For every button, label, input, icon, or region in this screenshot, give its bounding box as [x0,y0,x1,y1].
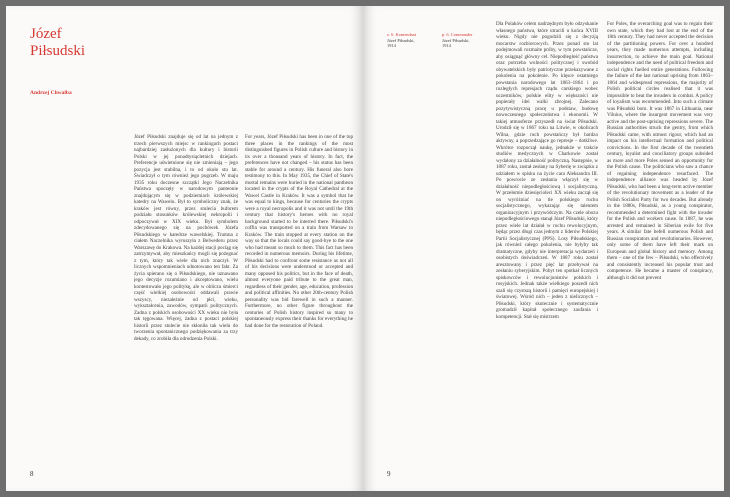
caption-en-name: Józef Piłsudski, [442,37,470,43]
caption-pl-year: 1914 [387,43,396,49]
image-caption-english [442,32,494,49]
right-page [363,6,724,491]
caption-en-year: 1914 [442,43,451,49]
title-first-name: Józef [30,26,62,42]
caption-pl-role: z. 6. Komendant [387,32,417,37]
english-body-text-right: For Poles, the overarching goal was to regain their own state, which they had lost at the end of the 18th century. They had never accepted the decision of the partitioning powers. For over a hundred years, they made numerous attempts, including insurrection, to achieve the main goal. National independence and the need of political freedom and social rights fuelled entire generations. Following the failure of the last national uprising from 1863–1864 and widespread repressions, the majority of Polish political circles realised that it was impossible to beat the invaders in combat. A policy of loyalism was recommended. Into such a climate was Piłsudski born. It was 1867 in Lithuania, near Vilnius, where the insurgent movement was very active and the post-uprising repressions severe. The Russian authorities struck the gentry, from which Piłsudski came, with utmost rigour, which had an impact on his intellectual formation and political convictions. In the first decade of the twentieth century, loyalist and conciliatory groups subsided as more and more Poles sensed an opportunity for the Polish cause. The politicians who saw a chance of regaining independence resurfaced. The independence alliance was headed by Józef Piłsudski, who had been a long-term active member of the revolutionary movement as a leader of the Polish Socialist Party for two decades. But already in the 1880s, Piłsudski, as a young conspirator, recommended a determined fight with the invader for the Polish and workers cause. In 1887, he was arrested and remained in Siberian exile for five years. A similar fate befell numerous Polish and Russian conspirators and revolutionaries. However, only some of them have left their mark on European and global history and memory. Among them – one of the few – Piłsudski, who effectively and consistently increased his popular trust and competence. He became a master of conspiracy, although it did not prevent [607,21,713,281]
left-page [6,6,363,491]
caption-pl-name: Józef Piłsudski, [387,37,415,43]
page-number-left: 8 [30,470,34,478]
english-body-text: For years, Józef Piłsudski has been in one of the top three places in the rankings of the most distinguished figures in Polish culture and history in its over a thousand years of history. In fact, the preferences have not changed – his status has been stable for around a century. His funeral also bore testimony to this. In May 1935, the Chief of State's mortal remains were buried in the national pantheon located in the crypts of the Royal Cathedral at the Wawel Castle in Kraków. It was a symbol that he was equal to kings, because for centuries the crypts were a royal necropolis and it was not until the 19th century that history's heroes with no royal background started to be interred there. Piłsudski's coffin was transported on a train from Warsaw to Kraków. The train stopped at every station on the way so that the locals could say good-bye to the one who had meant so much to them. This fact has been recorded in numerous memoirs. During his lifetime, Piłsudski had to confront some resistance as not all of his decisions were understood or accepted and many opposed his politics, but in the face of death, almost everyone paid tribute to the great man, regardless of their gender, age, education, profession and political affinities. No other 20th-century Polish personality was bid farewell in such a manner. Furthermore, no other figure throughout the centuries of Polish history inspired so many to spontaneously express their thanks for everything he had done for the restoration of Poland. [245,134,353,329]
polish-text-column-right [496,21,598,471]
chapter-title [30,26,85,60]
polish-body-text: Józef Piłsudski znajduje się od lat na jednym z trzech pierwszych miejsc w rankingach postaci najbardziej zasłużonych dla kultury i historii Polski w jej ponadtysiącletnich dziejach. Preferencje uświetnione się nie zmieniają – jego pozycja jest stabilna, i to od około stu lat. Świadczył o tym również jego pogrzeb. W maju 1935 roku doczesne szczątki Jego Naczelnika Państwa spoczęły w narodowym panteonie znajdującym się w podziemiach królewskiej katedry na Wawelu. Był to symboliczny znak, że kraków jest równy, przez stulecia buforem podziału stosunków królewskiej nekropolii i odpoczywał w XIX wieku. Był symbolem zdecydowanego się na pochówek Józefa Piłsudskiego w katedrze wawelskiej. Trumna z ciałem Naczelnika wyruszyła z Belwederu przez Warszawę do Krakowa. Na każdej stacji pociąg się zatrzymywał, aby mieszkańcy mogli się pożegnać z tym, który tak wiele dla nich znaczył. W licznych wspomnieniach odnotowano ten fakt. Za życia spierano się o Piłsudskiego, nie uznawano jego decyzje rozumiano i akceptowano, wielu kontestowało jego politykę, ale w obliczu śmierci część wielkiej osobowości oddawali prawie wszyscy, niezależnie od płci, wieku, wykształcenia, zawodów, sympatii politycznych. Zadna z polskich osobowości XX wieku nie była tak tęgowana. Więcej, żadna z postaci polskiej historii przez stulecie nie skłoniła tak wielu do tworzenia spontanicznego podziękowania za trzy dekady, co zrobiła dla odrodzenia Polski. [134,134,238,342]
polish-text-column [134,134,238,464]
title-last-name: Piłsudski [30,43,86,59]
page-number-right: 9 [387,470,391,478]
english-text-column [245,134,353,464]
caption-en-role: p. 6. Commander [442,32,473,37]
polish-body-text-right: Dla Polaków celem nadrzędnym było odzyskanie własnego państwa, które utracili u końca XVIII wieku. Nigdy nie pogodzili się z decyzją mocarstw rozbiorowych. Przez ponad sto lat podejmowali rozmaite próby, w tym powstańcze, aby osiągnąć główny cel. Niepodległość państwa oraz potrzeba wolności politycznej i swobód obywatelskich były patriotyczne przekazywane z pokolenia na pokolenie. Po klęsce ostatniego powstania narodowego lat 1863–1864 i po rozległych represjach rządu carskiego wobec uczestników, polskie elity w większości nie popierały idei walki zbrojnej. Zalecano pozytywistyczną pracę u podstaw, budowę nowoczesnego społeczeństwa i ekonomii. W takiej atmosferze przyszedł na świat Piłsudski. Urodził się w 1867 roku na Litwie, w okolicach Wilna, gdzie ruch powstańczy był bardzo aktywny, a poprzedzające go represje – dotkliwe. Wkrótce rozpoczął naukę, jednakże w trakcie studiów medycznych w Charkowie został wydalony za działalność polityczną. Następnie, w 1887 roku, został zesłany na Syberię w związku z udziałem w spisku na życie cara Aleksandra III. Po powrocie ze zesłania włączył się w działalność niepodległościową i socjalistyczną. W przełomie dziesięcioleci XX wieku zaczął się on wyróżniać na tle polskiego ruchu socjalistycznego, wykazując się talentem organizacyjnym i przywódczym. Na czele obozu niepodległościowego stanął Józef Piłsudski, który przez wiele lat działał w ruchu rewolucyjnym, będąc przez długi czas jednym z liderów Polskiej Partii Socjalistycznej (PPS). Losy Piłsudskiego, jak również całego pokolenia, nie byłyby tak dramatyczne, gdyby nie interpretacja wydarzeń i osobistych doświadczeń. W 1887 roku został aresztowany i przez pięć lat przebywał na zesłaniu syberyjskim. Pobyt ten spotkał licznych spiskowców i rewolucjonistów polskich i rosyjskich. Jednak także wielkiego poszedł nich szali się czystszą historii i pamięci europejskiej i światowej. Wśród nich – jeden z nielicznych – Piłsudski, który skutecznie i systematycznie gromadził kapitał społecznego zaufania i kompetencji. Stał się mistrzem [496,21,598,320]
author-name: Andrzej Chwalba [30,90,72,96]
image-caption-polish [387,32,439,49]
english-text-column-right [607,21,713,471]
